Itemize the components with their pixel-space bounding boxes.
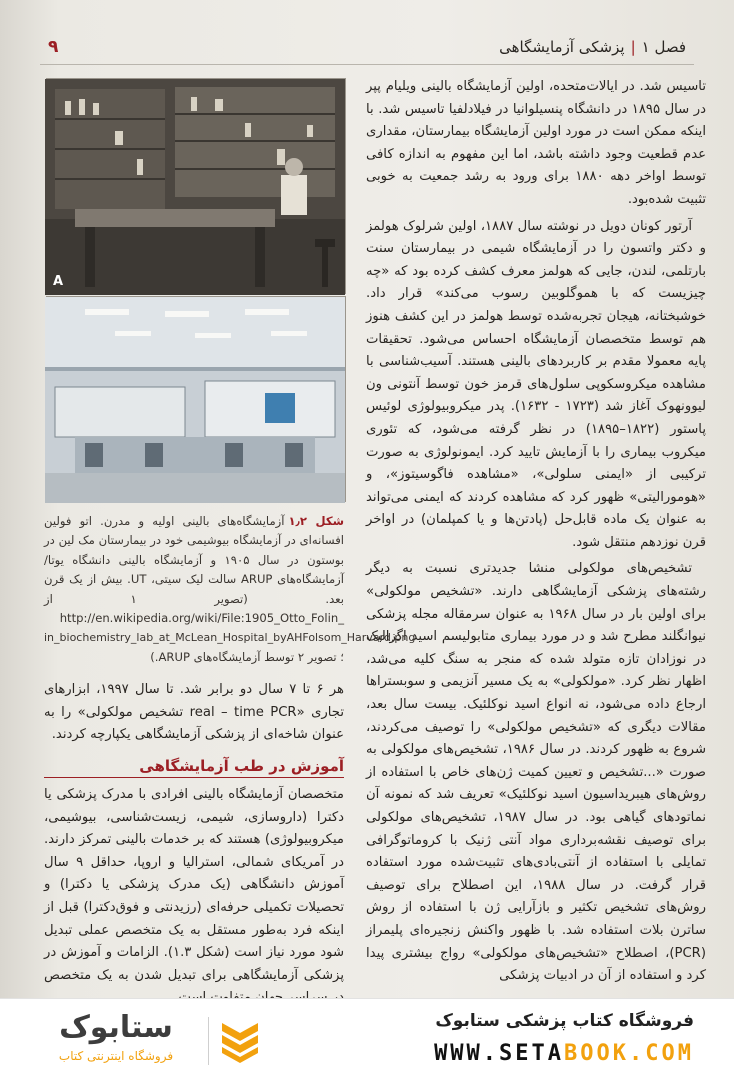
photo-a-letter: A — [53, 274, 64, 289]
paragraph-2: آرتور کونان دویل در نوشته سال ۱۸۸۷، اولین شرلوک هولمز و دکتر واتسون را در آزمایشگاه شیمی در بیمارستان سنت بارتلمی، لندن، جایی که هولمز معرف کشف کرده بود که «چه چیزیست که با هموگلوبین رسوب می‌کند» قرار داد. خوشبختانه، هیجان تجربه‌شده توسط هولمز در این کشف هنوز هم توسط متخصصان آزمایشگاه احساس می‌شود. تحقیقات پایه معمولا مقدم بر کاربردهای بالینی هستند. آسیب‌شناسی با مشاهده میکروسکوپی سلول‌های قرمز خون توسط آنتونی ون لیوونهوک آغاز شد (۱۷۲۳ - ۱۶۳۲). پدر میکروبیولوژی لوئیس پاستور (۱۸۲۲–۱۸۹۵) در نظر گرفته می‌شود، که تئوری میکروب بیماری را با آزمایش تایید کرد. ایمونولوژی به صورت ترکیبی از «ایمنی سلولی»، «مشاهده فاگوسیتوز»، و «هومورالیتی» ظهور کرد که مشاهده کردند که ایمنی می‌تواند به عنوان یک ماده قابل‌حل (پادتن‌ها و یا کمپلمان) در اواخر قرن نوزدهم منتقل شود. — [366, 218, 706, 550]
paragraph-3: تشخیص‌های مولکولی منشا جدیدتری نسبت به دیگر رشته‌های پزشکی آزمایشگاهی دارند. «تشخیص مولکولی» برای اولین بار در سال ۱۹۶۸ به عنوان سرمقاله مجله پزشکی نیوانگلند مطرح شد و در مورد بیماری متابولیسم اسید اگزالیک در نوزادان تازه متولد شده که منجر به سنگ کلیه می‌شد، اظهار نظر کرد. «مولکولی» به یک مسیر آنزیمی و سوبستراها ارجاع داده می‌شود، نه انواع اسید نوکلئیک. بیست سال بعد، مقالات دیگری که «تشخیص مولکولی» را توصیف می‌کردند، شروع به ظهور کردند. در سال ۱۹۸۶، تشخیص‌های مولکولی به صورت «...تشخیص و تعیین کمیت ژن‌های خاص با استفاده از روش‌های هیبریداسیون اسید نوکلئیک» تعریف شد که نمونه آن نماتودهای گیاهی بود. در سال ۱۹۸۷، تشخیص‌های مولکولی برای توصیف نقشه‌برداری مواد آنتی ژنیک با کروماتوگرافی تمایلی با استفاده از آنتی‌بادی‌های تثبیت‌شده مورد استفاده قرار گرفت. در سال ۱۹۸۸، این اصطلاح برای توصیف روش‌های تشخیص تکثیر و بازآرایی ژن با استفاده از روش ساترن بلات استفاده شد. با ظهور واکنش زنجیره‌ای پلیمراز (PCR)، اصطلاح «تشخیص‌های مولکولی» رواج بیشتری پیدا کرد و استفاده از آن در ادبیات پزشکی — [366, 561, 706, 984]
store-url-part2: BOOK.COM — [564, 1041, 694, 1066]
page-header — [48, 30, 686, 64]
chapter-name: پزشکی آزمایشگاهی — [499, 38, 625, 56]
brand-name: ستابوک — [59, 1010, 173, 1045]
figure-caption-text: آزمایشگاه‌های بالینی اولیه و مدرن. اتو فولین افسانه‌ای در آزمایشگاه بیوشیمی خود در بیمارستان مک لین در بوستون در سال ۱۹۰۵ و آزمایشگاه بالینی دانشگاه یوتا/آزمایشگاه‌های ARUP سالت لیک سیتی، UT. بیش از یک قرن بعد. (تصویر ۱ از _http://en.wikipedia.org/wiki/File:1905_Otto_Folin — [44, 514, 345, 626]
figure-caption-end: ؛ تصویر ۲ توسط آزمایشگاه‌های ARUP.) — [150, 649, 344, 664]
brand-tagline: فروشگاه اینترنتی کتاب — [58, 1049, 174, 1063]
figure-label: شکل ۱٫۲ — [288, 514, 344, 528]
header-rule — [40, 64, 694, 65]
left-paragraph-bottom: متخصصان آزمایشگاه بالینی افرادی با مدرک پزشکی یا دکترا (داروسازی، شیمی، زیست‌شناسی، بیوشیمی، میکروبیولوژی) هستند که بر خدمات بالینی تمرکز دارند. در آمریکای شمالی، استرالیا و اروپا، حداقل ۹ سال آموزش دانشگاهی (یک مدرک پزشکی یا دکترا) و تحصیلات تکمیلی حرفه‌ای (رزیدنتی و فوق‌دکترا) قبل از اینکه فرد به‌طور مستقل به یک متخصص عملی تبدیل شود مورد نیاز است (شکل ۱.۳). الزامات و آموزش در پزشکی آزمایشگاهی برای تبدیل شدن به یک متخصص — [44, 787, 345, 983]
historic-lab-illustration — [45, 79, 345, 295]
chapter-label: فصل ۱ — [641, 38, 686, 56]
left-paragraph-top: هر ۶ تا ۷ سال دو برابر شد. تا سال ۱۹۹۷، ابزارهای تجاری «real – time PCR تشخیص مولکولی» را به عنوان شاخه‌ای از پزشکی آزمایشگاهی یکپارچه کردند. — [44, 682, 344, 743]
paragraph-1: تاسیس شد. در ایالات‌متحده، اولین آزمایشگاه بالینی ویلیام پپر در سال ۱۸۹۵ در دانشگاه پنسیلوانیا در فیلادلفیا تاسیس شد. با اینکه ممکن است در مورد اولین آزمایشگاه بیمارستان، مقداری عدم قطعیت وجود داشته باشد، اما این مفهوم به اندازه کافی توسط اواخر دهه ۱۸۸۰ برای ورود به رشد جمعیت به خوبی تثبیت شده‌بود. — [366, 79, 706, 207]
store-footer-banner — [0, 998, 734, 1080]
modern-lab-illustration — [45, 297, 345, 503]
book-logo-icon — [218, 1017, 262, 1063]
right-column — [366, 76, 706, 996]
chapter-title — [499, 38, 686, 56]
page-number: ۹ — [48, 37, 59, 57]
brand-divider — [208, 1017, 209, 1065]
store-name: فروشگاه کتاب پزشکی ستابوک — [435, 1011, 694, 1031]
modern-lab-photo — [46, 296, 346, 502]
section-heading: آموزش در طب آزمایشگاهی — [44, 757, 344, 778]
header-separator: | — [630, 38, 636, 56]
store-url-part1: WWW.SETA — [434, 1041, 565, 1066]
figure-source-url: in_biochemistry_lab_at_McLean_Hospital_byAHFolsom_Harvard.png — [44, 631, 416, 645]
historic-lab-photo — [46, 78, 346, 294]
store-url[interactable] — [434, 1041, 694, 1066]
figure-caption — [36, 512, 416, 667]
left-column — [36, 78, 416, 996]
